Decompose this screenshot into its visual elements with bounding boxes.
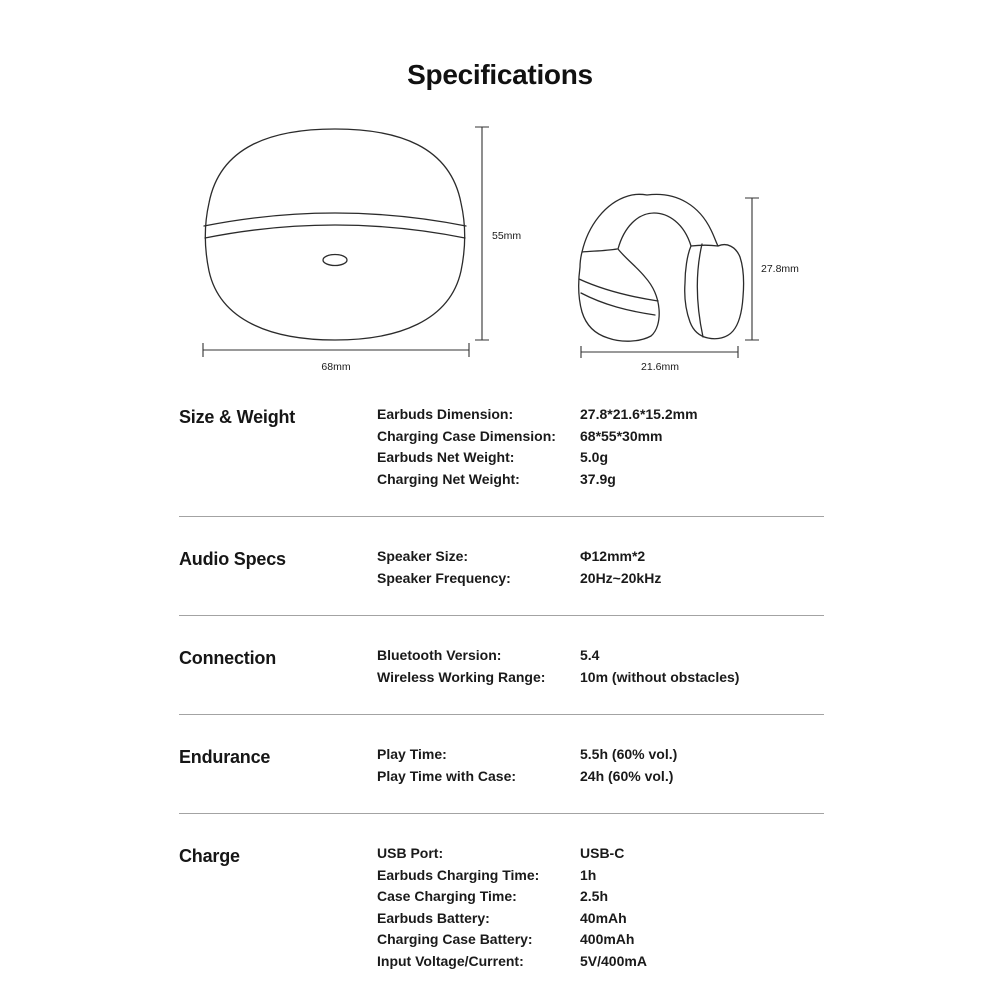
spec-row (377, 766, 824, 788)
section-divider (179, 714, 824, 715)
spec-value: 40mAh (580, 909, 627, 926)
spec-value: USB-C (580, 845, 625, 861)
spec-value: 5V/400mA (580, 952, 647, 969)
spec-row (377, 908, 824, 930)
spec-label: USB Port: (377, 845, 444, 861)
case-width-label: 68mm (321, 361, 351, 373)
case-height-dimension-line (475, 127, 489, 340)
spec-row (377, 645, 824, 667)
section-divider (179, 516, 824, 517)
section-title: Connection (179, 648, 276, 668)
spec-value: 10m (without obstacles) (580, 668, 740, 685)
spec-label: Earbuds Net Weight: (377, 449, 515, 465)
section-rows (377, 843, 824, 972)
section-size-weight (179, 404, 824, 490)
case-lid-seam-top (204, 213, 466, 226)
spec-label: Charging Case Battery: (377, 931, 533, 947)
spec-value: 5.4 (580, 647, 600, 663)
spec-row (377, 568, 824, 590)
spec-label: Wireless Working Range: (377, 668, 546, 685)
section-audio-specs (179, 546, 824, 589)
case-indicator (323, 255, 347, 266)
spec-value: 1h (580, 866, 597, 883)
spec-value: 5.0g (580, 449, 609, 465)
section-divider (179, 615, 824, 616)
spec-label: Earbuds Battery: (377, 909, 490, 926)
section-connection (179, 645, 824, 688)
earbud-height-dimension-line (745, 198, 759, 340)
spec-value: 68*55*30mm (580, 427, 663, 444)
section-rows (377, 546, 824, 589)
case-width-dimension-line (203, 343, 469, 357)
earbud-hook-seam-right (691, 245, 718, 246)
section-title: Size & Weight (179, 407, 296, 427)
charging-case-drawing (190, 115, 535, 380)
spec-row (377, 951, 824, 973)
charging-case-outline (204, 129, 466, 340)
spec-row (377, 667, 824, 689)
section-title: Charge (179, 846, 240, 866)
spec-label: Play Time with Case: (377, 767, 517, 784)
spec-label: Bluetooth Version: (377, 647, 502, 663)
spec-row (377, 843, 824, 865)
earbud-width-dimension-line (581, 346, 738, 358)
spec-row (377, 865, 824, 887)
spec-row (377, 546, 824, 568)
spec-row (377, 929, 824, 951)
section-charge (179, 843, 824, 972)
earbud-diagram (550, 185, 830, 380)
section-title: Endurance (179, 747, 271, 767)
case-height-label: 55mm (492, 229, 522, 242)
section-title: Audio Specs (179, 549, 286, 569)
spec-table (179, 404, 824, 972)
case-lid-seam-bottom (205, 225, 465, 238)
section-rows (377, 645, 824, 688)
earbud-body-seam-bottom (581, 293, 655, 315)
page-title: Specifications (407, 58, 593, 90)
earbud-speaker-seam (697, 244, 703, 337)
spec-label: Speaker Frequency: (377, 569, 511, 586)
spec-label: Earbuds Charging Time: (377, 866, 540, 883)
spec-value: 2.5h (580, 888, 609, 904)
spec-label: Input Voltage/Current: (377, 952, 524, 969)
spec-value: 37.9g (580, 470, 616, 487)
spec-label: Speaker Size: (377, 548, 469, 564)
earbud-outline (579, 194, 744, 341)
earbud-dimension-lines (581, 198, 759, 358)
section-rows (377, 744, 824, 787)
spec-label: Earbuds Dimension: (377, 406, 514, 422)
spec-value: 24h (60% vol.) (580, 767, 674, 784)
spec-label: Play Time: (377, 746, 447, 762)
spec-row (377, 447, 824, 469)
case-dimension-lines (203, 127, 489, 357)
spec-label: Charging Case Dimension: (377, 427, 556, 444)
earbud-height-label: 27.8mm (761, 262, 799, 275)
earbud-width-label: 21.6mm (641, 361, 679, 373)
section-rows (377, 404, 824, 490)
spec-value: 27.8*21.6*15.2mm (580, 406, 698, 422)
spec-row (377, 426, 824, 448)
spec-value: 400mAh (580, 931, 635, 947)
spec-value: 20Hz~20kHz (580, 569, 662, 586)
section-endurance (179, 744, 824, 787)
section-divider (179, 813, 824, 814)
earbud-drawing (550, 185, 830, 380)
spec-value: 5.5h (60% vol.) (580, 746, 678, 762)
spec-label: Charging Net Weight: (377, 470, 520, 487)
charging-case-diagram (190, 115, 535, 380)
spec-row (377, 744, 824, 766)
spec-value: Φ12mm*2 (580, 548, 646, 564)
spec-row (377, 404, 824, 426)
spec-row (377, 886, 824, 908)
spec-row (377, 469, 824, 491)
earbud-hook-seam-left (582, 249, 617, 252)
spec-label: Case Charging Time: (377, 888, 517, 904)
